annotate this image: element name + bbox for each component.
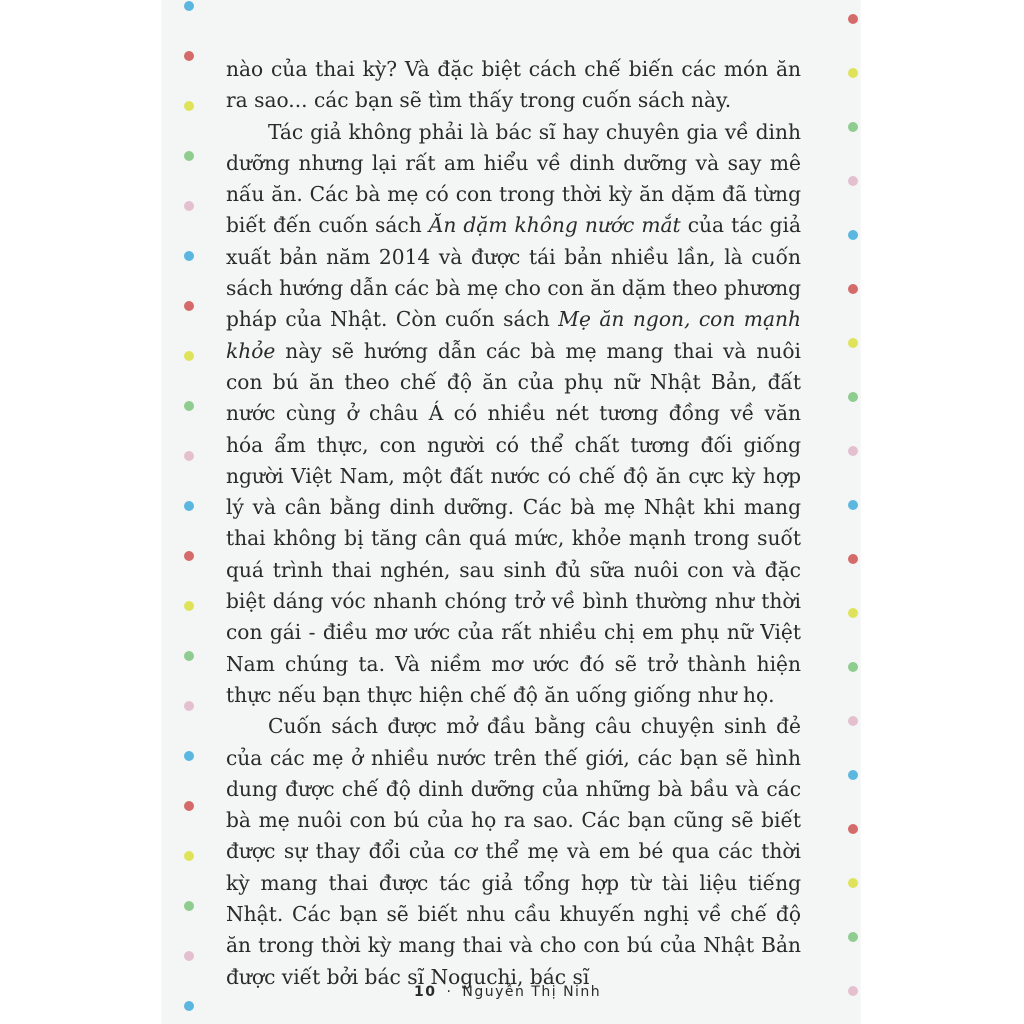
decorative-dot xyxy=(848,14,858,24)
decorative-dot xyxy=(184,301,194,311)
decorative-dot xyxy=(184,351,194,361)
paragraph-3 xyxy=(226,711,801,993)
decorative-dot xyxy=(848,554,858,564)
decorative-dot xyxy=(848,230,858,240)
text-run: Cuốn sách được mở đầu bằng câu chuyện sinh đẻ của các mẹ ở nhiều nước trên thế giới, các bạn sẽ hình dung được chế độ dinh dưỡng của những bà bầu và các bà mẹ nuôi con bú của họ ra sao. Các bạn cũng sẽ biết được sự thay đổi của cơ thể mẹ và em bé qua các thời kỳ mang thai được tác giả tổng hợp từ tài liệu tiếng Nhật. Các bạn sẽ biết nhu cầu khuyến nghị về chế độ ăn trong thời kỳ mang thai và cho con bú của Nhật Bản được viết bởi bác sĩ Noguchi, bác sĩ xyxy=(226,714,801,989)
decorative-dot xyxy=(848,392,858,402)
decorative-dot xyxy=(184,951,194,961)
text-run: Tác giả không phải là bác sĩ hay chuyên gia về dinh dưỡng nhưng lại rất am hiểu về dinh dưỡng và say mê nấu ăn. Các bà mẹ có con trong thời kỳ ăn dặm đã từng biết đến cuốn sách xyxy=(226,119,801,238)
decorative-dot xyxy=(184,101,194,111)
decorative-dot xyxy=(184,1001,194,1011)
footer-separator: · xyxy=(446,984,453,1000)
decorative-dot xyxy=(848,662,858,672)
decorative-dot xyxy=(184,651,194,661)
decorative-dot xyxy=(848,878,858,888)
decorative-dot xyxy=(184,51,194,61)
page-number: 10 xyxy=(414,984,437,1000)
decorative-dot xyxy=(184,901,194,911)
decorative-dot xyxy=(184,1,194,11)
decorative-dot xyxy=(184,551,194,561)
paragraph-1 xyxy=(226,54,801,117)
decorative-dot xyxy=(184,751,194,761)
paragraph-2 xyxy=(226,117,801,712)
decorative-dot xyxy=(848,608,858,618)
book-title-italic: Ăn dặm không nước mắt xyxy=(428,213,681,238)
decorative-dot xyxy=(848,500,858,510)
decorative-dot xyxy=(184,501,194,511)
author-name: Nguyễn Thị Ninh xyxy=(462,984,602,1000)
decorative-dot xyxy=(184,701,194,711)
decorative-dot xyxy=(848,176,858,186)
book-title-italic: Mẹ ăn ngon, con mạnh khỏe xyxy=(226,307,801,363)
decorative-dot xyxy=(184,851,194,861)
text-run: nào của thai kỳ? Và đặc biệt cách chế biến các món ăn ra sao... các bạn sẽ tìm thấy trong cuốn sách này. xyxy=(226,57,801,113)
decorative-dot xyxy=(848,716,858,726)
decorative-dot xyxy=(848,770,858,780)
decorative-dot xyxy=(184,251,194,261)
decorative-dot xyxy=(184,801,194,811)
body-text xyxy=(226,54,801,993)
decorative-dot xyxy=(848,338,858,348)
text-run: của tác giả xuất bản năm 2014 và được tái bản nhiều lần, là cuốn sách hướng dẫn các bà mẹ cho con ăn dặm theo phương pháp của Nhật. Còn cuốn sách xyxy=(226,213,801,332)
decorative-dot xyxy=(848,932,858,942)
decorative-dot xyxy=(848,824,858,834)
decorative-dot xyxy=(848,68,858,78)
text-run: này sẽ hướng dẫn các bà mẹ mang thai và nuôi con bú ăn theo chế độ ăn của phụ nữ Nhật Bản, đất nước cùng ở châu Á có nhiều nét tương đồng về văn hóa ẩm thực, con người có thể chất tương đối giống người Việt Nam, một đất nước có chế độ ăn cực kỳ hợp lý và cân bằng dinh dưỡng. Các bà mẹ Nhật khi mang thai không bị tăng cân quá mức, khỏe mạnh trong suốt quá trình thai nghén, sau sinh đủ sữa nuôi con và đặc biệt dáng vóc nhanh chóng trở về bình thường như thời con gái - điều mơ ước của rất nhiều chị em phụ nữ Việt Nam chúng ta. Và niềm mơ ước đó sẽ trở thành hiện thực nếu bạn thực hiện chế độ ăn uống giống như họ. xyxy=(226,338,801,707)
decorative-dot xyxy=(184,451,194,461)
decorative-dot xyxy=(848,986,858,996)
decorative-dot xyxy=(848,284,858,294)
decorative-dot xyxy=(848,446,858,456)
decorative-dot xyxy=(184,201,194,211)
decorative-dot xyxy=(848,122,858,132)
decorative-dot xyxy=(184,151,194,161)
decorative-dot xyxy=(184,401,194,411)
page-footer xyxy=(414,984,601,1000)
decorative-dot xyxy=(184,601,194,611)
book-page xyxy=(162,0,860,1024)
